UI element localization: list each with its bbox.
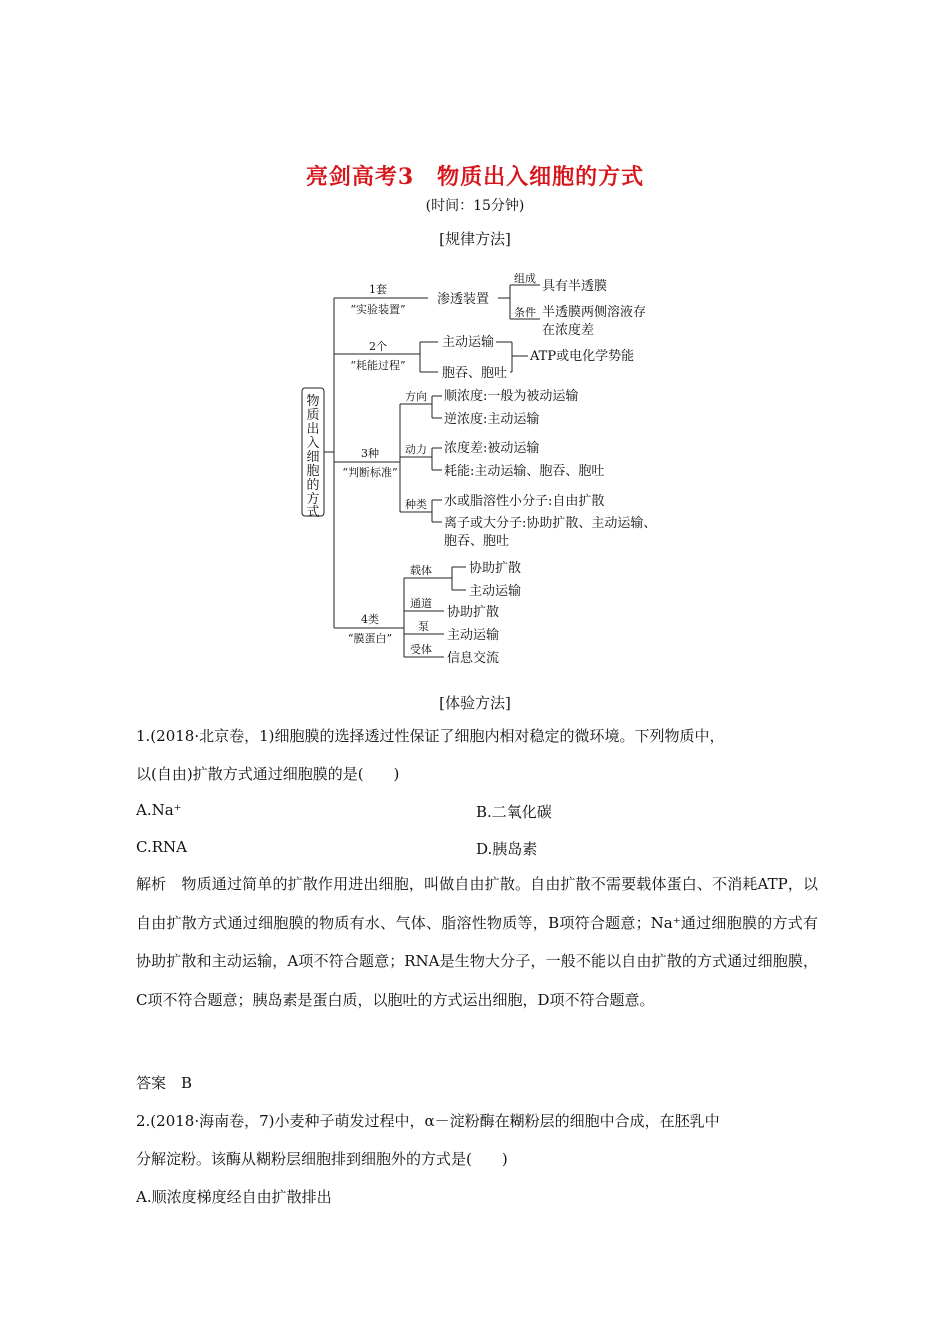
edge-label: 泵 bbox=[418, 620, 429, 633]
root-char: 式 bbox=[306, 505, 320, 520]
node-text: 胞吞、胞吐 bbox=[444, 534, 510, 549]
node-text: 逆浓度:主动运输 bbox=[444, 412, 540, 427]
q1-answer: 答案 B bbox=[136, 1074, 193, 1092]
node-text: 具有半透膜 bbox=[542, 279, 608, 294]
node-text: 胞吞、胞吐 bbox=[442, 366, 508, 381]
root-char: 入 bbox=[306, 436, 320, 451]
node-text: 水或脂溶性小分子:自由扩散 bbox=[444, 494, 605, 509]
branch-name: “实验装置” bbox=[350, 303, 406, 316]
node-text: 主动运输 bbox=[469, 584, 522, 599]
edge-label: 通道 bbox=[410, 597, 432, 610]
branch-count: 2个 bbox=[369, 340, 387, 353]
node-text: 半透膜两侧溶液存 bbox=[542, 305, 647, 320]
node-osmosis: 渗透装置 bbox=[437, 292, 490, 307]
q1-stem-line2: 以(自由)扩散方式通过细胞膜的是( ) bbox=[136, 765, 400, 783]
node-text: 顺浓度:一般为被动运输 bbox=[444, 389, 579, 404]
branch-count: 3种 bbox=[361, 447, 379, 460]
branch-name: “耗能过程” bbox=[350, 359, 406, 372]
edge-label: 载体 bbox=[410, 564, 432, 577]
node-text: 浓度差:被动运输 bbox=[444, 441, 540, 456]
root-char: 出 bbox=[306, 422, 320, 437]
node-text: 耗能:主动运输、胞吞、胞吐 bbox=[444, 464, 605, 479]
branch-name: “膜蛋白” bbox=[347, 632, 393, 645]
node-text: 在浓度差 bbox=[542, 323, 595, 338]
root-char: 物 bbox=[306, 394, 320, 409]
edge-label: 种类 bbox=[405, 498, 427, 511]
edge-label: 方向 bbox=[405, 390, 427, 403]
root-char: 的 bbox=[306, 478, 320, 493]
node-text: 协助扩散 bbox=[447, 605, 500, 620]
branch-count: 1套 bbox=[369, 283, 387, 296]
time-note: (时间：15分钟) bbox=[425, 198, 525, 214]
page-title: 亮剑高考3 物质出入细胞的方式 bbox=[305, 164, 645, 190]
edge-label: 受体 bbox=[410, 643, 432, 656]
edge-label: 条件 bbox=[514, 306, 536, 319]
section-heading-method: [规律方法] bbox=[439, 230, 511, 248]
q2-option-a: A.顺浓度梯度经自由扩散排出 bbox=[136, 1188, 332, 1206]
q1-option-d: D.胰岛素 bbox=[476, 840, 538, 858]
node-text: ATP或电化学势能 bbox=[530, 349, 635, 364]
q1-option-c: C.RNA bbox=[136, 838, 187, 856]
root-char: 胞 bbox=[306, 464, 320, 479]
branch-count: 4类 bbox=[361, 613, 379, 626]
root-char: 细 bbox=[306, 450, 320, 465]
node-text: 信息交流 bbox=[447, 651, 500, 666]
node-text: 离子或大分子:协助扩散、主动运输、 bbox=[444, 516, 657, 531]
q1-stem-line1: 1.(2018·北京卷，1)细胞膜的选择透过性保证了细胞内相对稳定的微环境。下列物质中， bbox=[136, 727, 725, 745]
q1-option-a: A.Na⁺ bbox=[136, 801, 182, 819]
edge-label: 动力 bbox=[405, 443, 427, 456]
q2-stem-line1: 2.(2018·海南卷，7)小麦种子萌发过程中，α－淀粉酶在糊粉层的细胞中合成，在胚乳中 bbox=[136, 1112, 720, 1130]
root-char: 质 bbox=[306, 408, 320, 423]
node-text: 协助扩散 bbox=[469, 561, 522, 576]
q2-stem-line2: 分解淀粉。该酶从糊粉层细胞排到细胞外的方式是( ) bbox=[136, 1150, 508, 1168]
q1-analysis: 解析 物质通过简单的扩散作用进出细胞，叫做自由扩散。自由扩散不需要载体蛋白、不消耗ATP，以自由扩散方式通过细胞膜的物质有水、气体、脂溶性物质等，B项符合题意；Na⁺通过细胞膜的方式有协助扩散和主动运输，A项不符合题意；RNA是生物大分子，一般不能以自由扩散的方式通过细胞膜，C项不符合题意；胰岛素是蛋白质，以胞吐的方式运出细胞，D项不符合题意。 bbox=[136, 875, 818, 1009]
node-text: 主动运输 bbox=[442, 335, 495, 350]
root-char: 方 bbox=[306, 492, 320, 507]
q1-option-b: B.二氧化碳 bbox=[476, 803, 552, 821]
node-text: 主动运输 bbox=[447, 628, 500, 643]
edge-label: 组成 bbox=[514, 272, 536, 285]
branch-name: “判断标准” bbox=[342, 466, 398, 479]
section-heading-practice: [体验方法] bbox=[439, 694, 511, 712]
